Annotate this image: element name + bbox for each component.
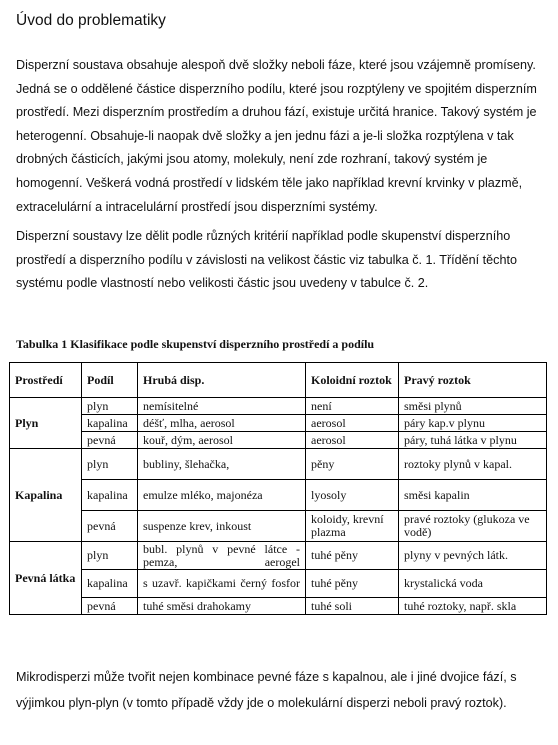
table-header-row xyxy=(10,363,547,398)
header-koloidni-roztok: Koloidní roztok xyxy=(306,363,399,398)
table-cell: kapalina xyxy=(82,570,138,598)
table-cell: páry, tuhá látka v plynu xyxy=(399,432,547,449)
table-cell: kapalina xyxy=(82,415,138,432)
table-cell xyxy=(138,570,306,598)
table-cell: emulze mléko, majonéza xyxy=(138,480,306,511)
table-cell: pevná xyxy=(82,598,138,615)
table-row xyxy=(10,398,547,415)
header-hruba-disp: Hrubá disp. xyxy=(138,363,306,398)
classification-table xyxy=(9,362,547,615)
table-row xyxy=(10,511,547,542)
table-cell: tuhé soli xyxy=(306,598,399,615)
table-cell: suspenze krev, inkoust xyxy=(138,511,306,542)
table-cell: kapalina xyxy=(82,480,138,511)
table-cell: plyn xyxy=(82,542,138,570)
table-cell: směsi plynů xyxy=(399,398,547,415)
table-cell: pěny xyxy=(306,449,399,480)
table-row xyxy=(10,598,547,615)
table-cell: roztoky plynů v kapal. xyxy=(399,449,547,480)
table-cell: bubliny, šlehačka, xyxy=(138,449,306,480)
table-cell: nemísitelné xyxy=(138,398,306,415)
table-row xyxy=(10,432,547,449)
table-cell: tuhé směsi drahokamy xyxy=(138,598,306,615)
microdispersion-paragraph: Mikrodisperzi může tvořit nejen kombinace pevné fáze s kapalnou, ale i jiné dvojice fází, s výjimkou plyn-plyn (v tomto případě vždy jde o molekulární disperzi neboli pravý roztok). xyxy=(16,670,517,710)
table-row xyxy=(10,415,547,432)
table-row xyxy=(10,542,547,570)
table-cell: tuhé pěny xyxy=(306,542,399,570)
header-pravy-roztok: Pravý roztok xyxy=(399,363,547,398)
table-cell xyxy=(138,542,306,570)
table-cell: pravé roztoky (glukoza ve vodě) xyxy=(399,511,547,542)
table-cell: tuhé pěny xyxy=(306,570,399,598)
table-cell: aerosol xyxy=(306,415,399,432)
table-cell: páry kap.v plynu xyxy=(399,415,547,432)
table-cell: plyn xyxy=(82,398,138,415)
table-cell-text: s uzavř. kapičkami černý fosfor xyxy=(143,576,300,590)
table-row xyxy=(10,480,547,511)
header-prostredi: Prostředí xyxy=(10,363,82,398)
table-cell: kouř, dým, aerosol xyxy=(138,432,306,449)
group-cell-plyn: Plyn xyxy=(10,398,82,449)
table-cell: koloidy, krevní plazma xyxy=(306,511,399,542)
table-cell: pevná xyxy=(82,511,138,542)
table-cell: krystalická voda xyxy=(399,570,547,598)
table-cell-text: bubl. plynů v pevné látce - pemza, aerogel xyxy=(143,541,300,569)
table-row xyxy=(10,449,547,480)
table-cell: plyny v pevných látk. xyxy=(399,542,547,570)
section-heading: Úvod do problematiky xyxy=(16,12,166,29)
table-row xyxy=(10,570,547,598)
table-cell: pevná xyxy=(82,432,138,449)
table-cell: lyosoly xyxy=(306,480,399,511)
header-podil: Podíl xyxy=(82,363,138,398)
table-cell: směsi kapalin xyxy=(399,480,547,511)
group-cell-kapalina: Kapalina xyxy=(10,449,82,542)
classification-paragraph: Disperzní soustavy lze dělit podle různých kritérií například podle skupenství disperzního prostředí a disperzního podílu v závislosti na velikost částic viz tabulka č. 1. Třídění těchto systému podle vlastností nebo velikosti částic jsou uvedeny v tabulce č. 2. xyxy=(16,229,517,291)
table-cell: déšť, mlha, aerosol xyxy=(138,415,306,432)
table-cell: není xyxy=(306,398,399,415)
table-cell: plyn xyxy=(82,449,138,480)
table-caption: Tabulka 1 Klasifikace podle skupenství disperzního prostředí a podílu xyxy=(16,337,375,351)
intro-paragraph: Disperzní soustava obsahuje alespoň dvě složky neboli fáze, které jsou vzájemně promíseny. Jedná se o oddělené částice disperzního podílu, které jsou rozptýleny ve spojitém disperzním prostředí. Mezi disperzním prostředím a druhou fází, existuje určitá hranice. Takový systém je heterogenní. Obsahuje-li naopak dvě složky a jen jednu fázi a je-li složka rozptýlena v tak drobných částicích, jakými jsou atomy, molekuly, není zde rozhraní, takový systém je homogenní. Veškerá vodná prostředí v lidském těle jako například krevní krvinky v plazmě, extracelulární a intracelulární prostředí jsou disperzními systémy. xyxy=(16,58,537,214)
table-cell: tuhé roztoky, např. skla xyxy=(399,598,547,615)
table-cell: aerosol xyxy=(306,432,399,449)
group-cell-pevna-latka: Pevná látka xyxy=(10,542,82,615)
